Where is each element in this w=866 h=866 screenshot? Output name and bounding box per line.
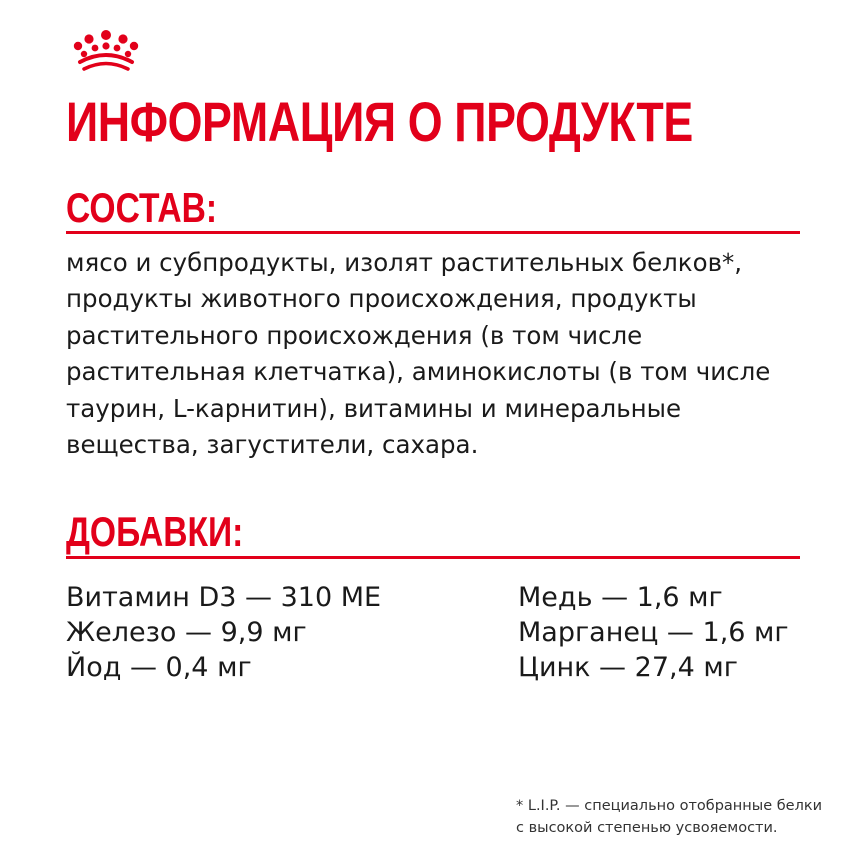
composition-text: мясо и субпродукты, изолят растительных белков*, продукты животного происхождения, продукты растительного происхождения (в том числе растительная клетчатка), аминокислоты (в том числе таурин, L-карнитин), витамины и минеральные вещества, загустители, сахара. bbox=[66, 248, 771, 460]
footnote-line: с высокой степенью усвояемости. bbox=[516, 820, 778, 836]
additives-list-right bbox=[518, 580, 789, 685]
additive-item: Медь — 1,6 мг bbox=[518, 582, 723, 613]
composition-heading: СОСТАВ: bbox=[66, 184, 218, 231]
additives-divider bbox=[66, 556, 800, 559]
additive-item: Железо — 9,9 мг bbox=[66, 617, 307, 648]
composition-divider bbox=[66, 231, 800, 234]
additive-item: Йод — 0,4 мг bbox=[66, 652, 252, 683]
footnote-line: * L.I.P. — специально отобранные белки bbox=[516, 798, 823, 814]
additives-list-left bbox=[66, 580, 381, 685]
additive-item: Марганец — 1,6 мг bbox=[518, 617, 789, 648]
footnote bbox=[516, 795, 822, 839]
additive-item: Цинк — 27,4 мг bbox=[518, 652, 738, 683]
additive-item: Витамин D3 — 310 МЕ bbox=[66, 582, 382, 613]
additives-heading: ДОБАВКИ: bbox=[66, 508, 244, 555]
royal-crown-icon bbox=[70, 26, 142, 74]
page-title: ИНФОРМАЦИЯ О ПРОДУКТЕ bbox=[66, 90, 693, 153]
